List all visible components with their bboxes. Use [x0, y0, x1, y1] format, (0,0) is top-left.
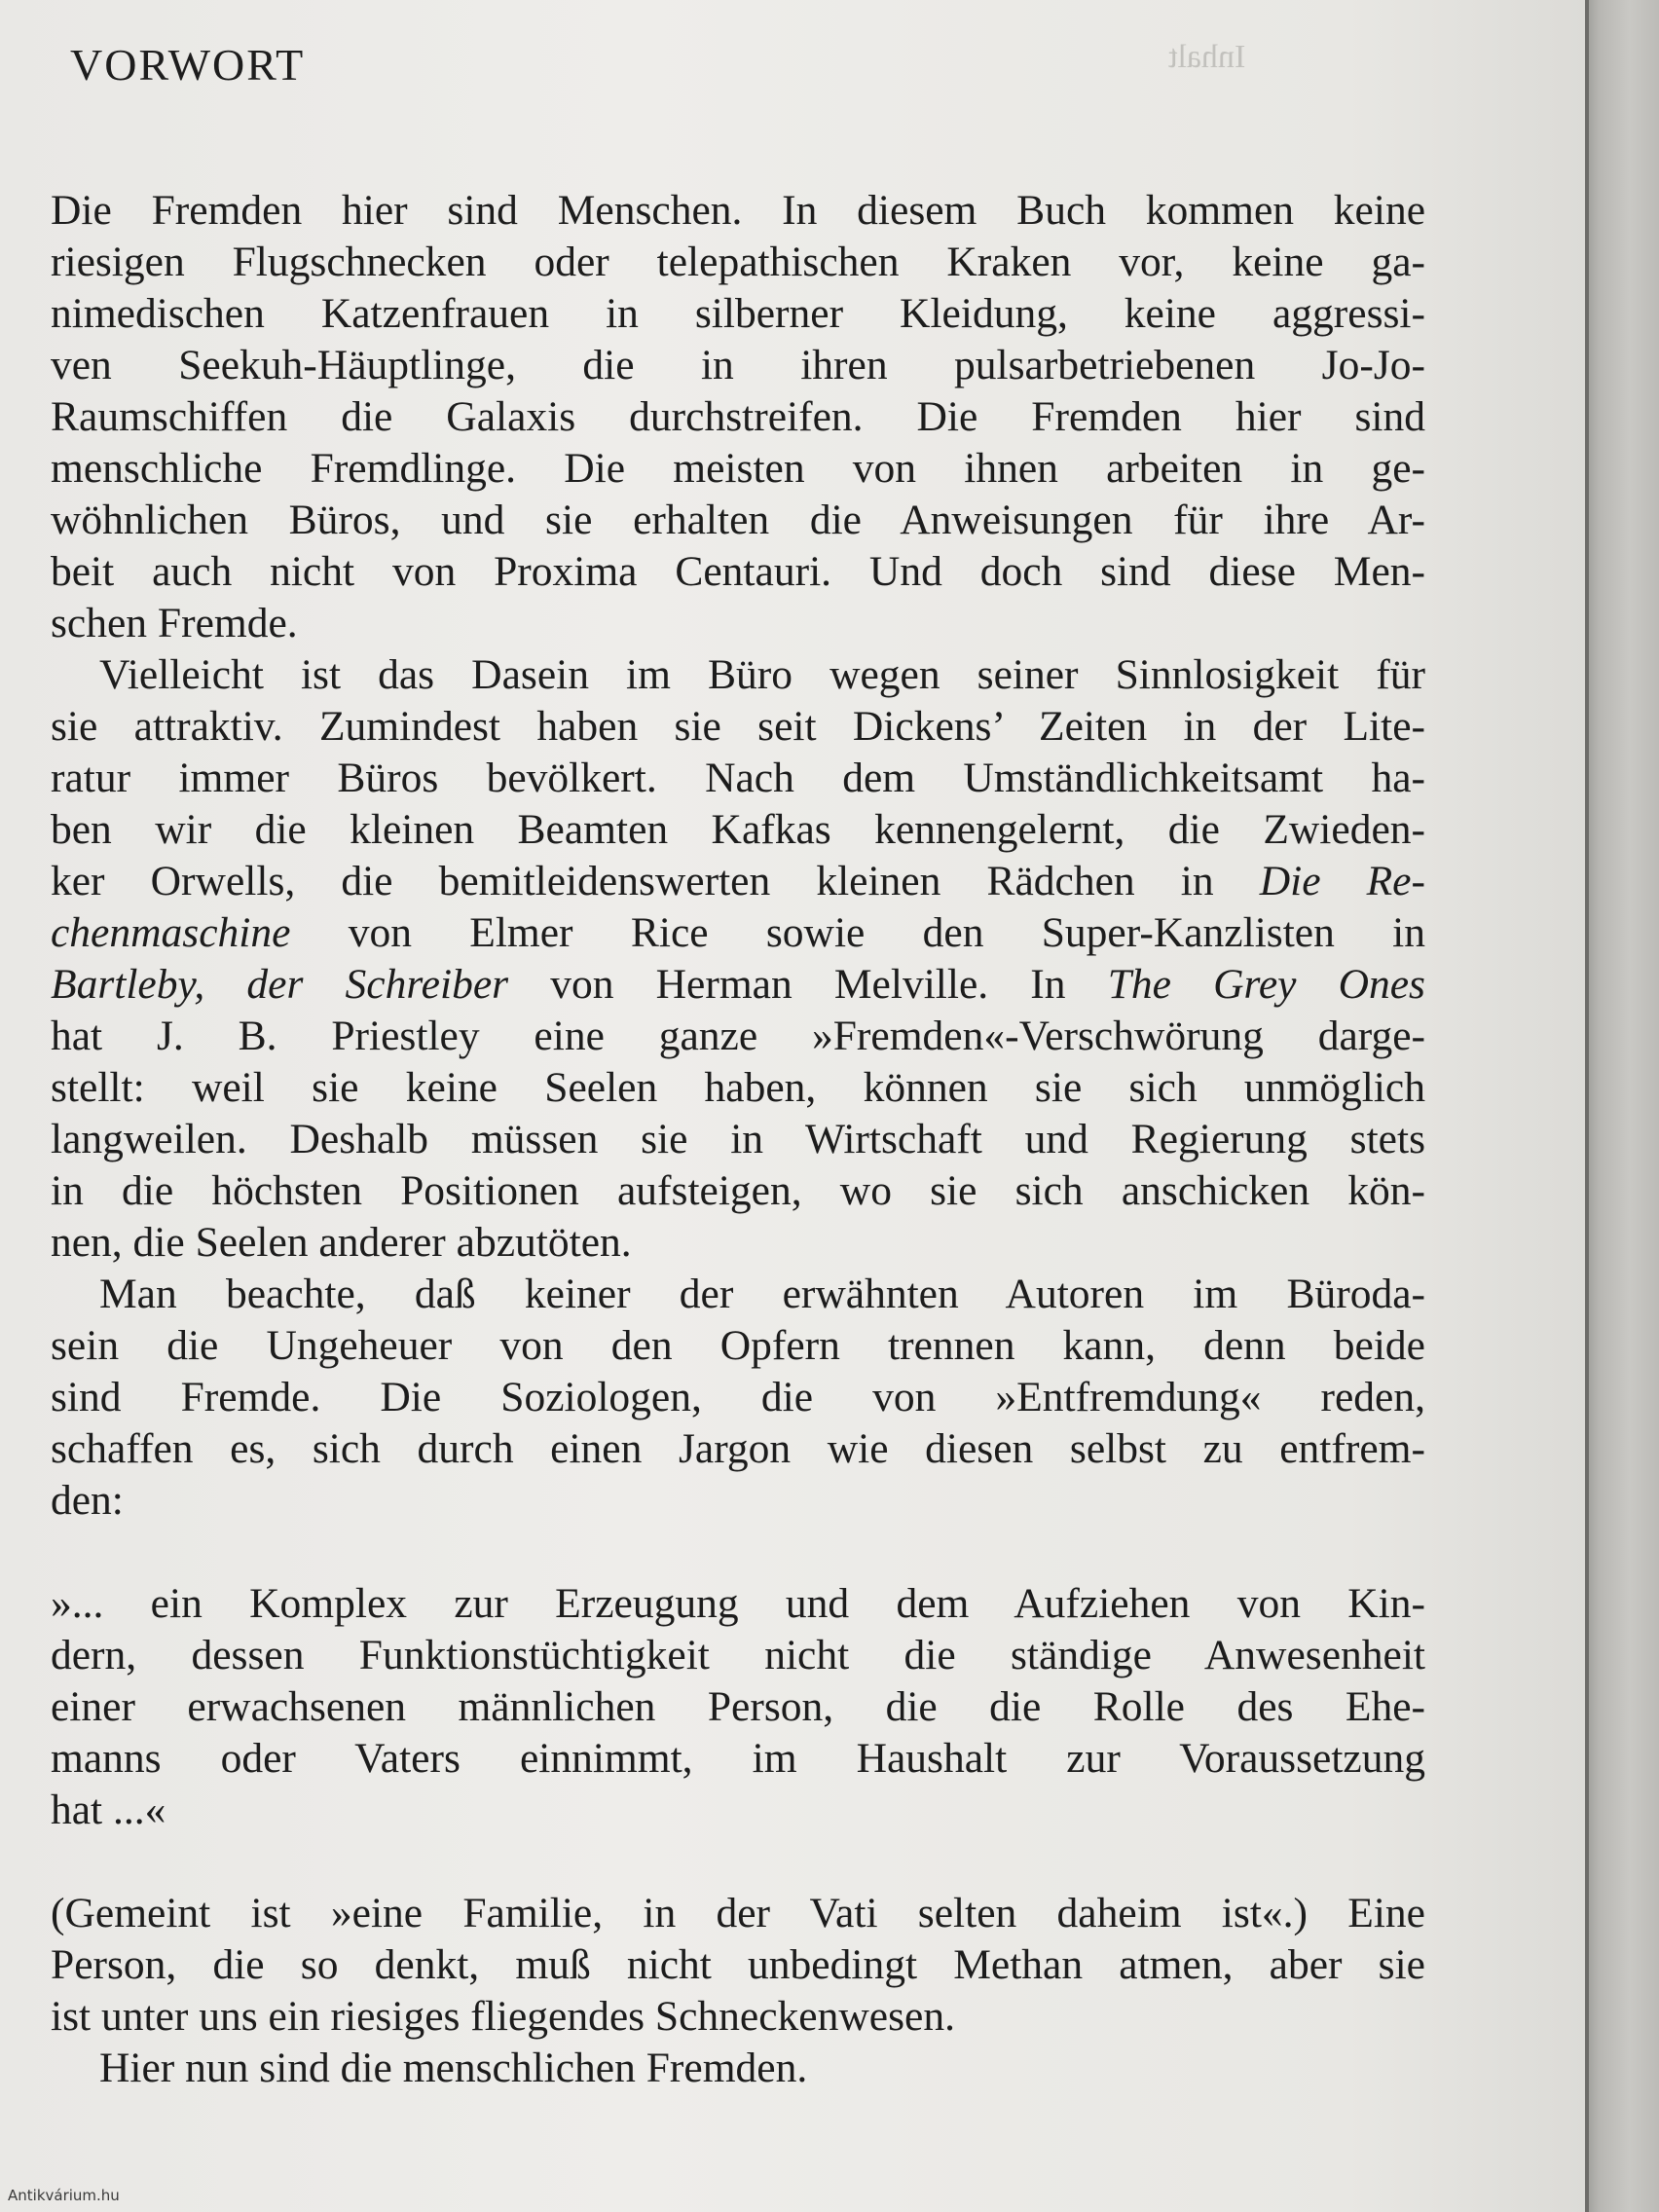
watermark: Antikvárium.hu	[8, 2187, 120, 2204]
page-gutter-line	[1585, 0, 1589, 2212]
text-line-content: ker Orwells, die bemitleidenswerten kleinen Rädchen in Die Re-	[51, 858, 1425, 904]
text-line-content: »... ein Komplex zur Erzeugung und dem Aufziehen von Kin-	[51, 1580, 1425, 1627]
text-line	[51, 1217, 1425, 1269]
text-line	[51, 1475, 1425, 1527]
text-line-content: nen, die Seelen anderer abzutöten.	[51, 1219, 632, 1266]
text-line	[51, 1939, 1425, 1991]
text-line	[51, 1372, 1425, 1423]
text-line	[51, 185, 1425, 237]
bleed-through-header: Inhalt	[1168, 39, 1246, 75]
text-line	[51, 495, 1425, 546]
text-line-content: chenmaschine von Elmer Rice sowie den Super-Kanzlisten in	[51, 909, 1425, 956]
text-line	[51, 288, 1425, 340]
text-line	[51, 1062, 1425, 1114]
text-line-content: schen Fremde.	[51, 600, 298, 646]
text-line-content: hat ...«	[51, 1787, 166, 1833]
text-line-content: dern, dessen Funktionstüchtigkeit nicht die ständige Anwesenheit	[51, 1632, 1425, 1678]
text-line	[51, 1320, 1425, 1372]
text-line	[51, 1578, 1425, 1630]
text-line-content: den:	[51, 1477, 124, 1524]
text-line	[51, 1733, 1425, 1785]
blank-line	[51, 1527, 1425, 1578]
text-line	[51, 1269, 1425, 1320]
blank-line	[51, 1836, 1425, 1888]
text-line-content: wöhnlichen Büros, und sie erhalten die Anweisungen für ihre Ar-	[51, 497, 1425, 543]
text-line-content: Die Fremden hier sind Menschen. In diesem Buch kommen keine	[51, 187, 1425, 234]
text-line-content: langweilen. Deshalb müssen sie in Wirtschaft und Regierung stets	[51, 1116, 1425, 1162]
text-line	[51, 959, 1425, 1011]
text-line	[51, 1423, 1425, 1475]
text-line-content: stellt: weil sie keine Seelen haben, können sie sich unmöglich	[51, 1064, 1425, 1111]
text-line	[51, 1630, 1425, 1681]
text-line-content: sie attraktiv. Zumindest haben sie seit Dickens’ Zeiten in der Lite-	[51, 703, 1425, 750]
text-line-content: hat J. B. Priestley eine ganze »Fremden«-Verschwörung darge-	[51, 1013, 1425, 1059]
text-line-content: ist unter uns ein riesiges fliegendes Schneckenwesen.	[51, 1993, 955, 2040]
text-line	[51, 546, 1425, 598]
text-line	[51, 1785, 1425, 1836]
text-line-content: Hier nun sind die menschlichen Fremden.	[99, 2045, 808, 2091]
text-line-content: Raumschiffen die Galaxis durchstreifen. Die Fremden hier sind	[51, 393, 1425, 440]
text-line-content: Vielleicht ist das Dasein im Büro wegen seiner Sinnlosigkeit für	[99, 651, 1425, 698]
body-text	[51, 185, 1425, 2094]
page-edge	[1585, 0, 1659, 2212]
text-line-content: ben wir die kleinen Beamten Kafkas kennengelernt, die Zwieden-	[51, 806, 1425, 853]
text-line-content: sind Fremde. Die Soziologen, die von »Entfremdung« reden,	[51, 1374, 1425, 1420]
text-line-content: ven Seekuh-Häuptlinge, die in ihren pulsarbetriebenen Jo-Jo-	[51, 342, 1425, 388]
text-line-content: Person, die so denkt, muß nicht unbedingt Methan atmen, aber sie	[51, 1941, 1425, 1988]
text-line	[51, 701, 1425, 753]
text-line	[51, 443, 1425, 495]
text-line-content: nimedischen Katzenfrauen in silberner Kleidung, keine aggressi-	[51, 290, 1425, 337]
text-line-content: ratur immer Büros bevölkert. Nach dem Umständlichkeitsamt ha-	[51, 755, 1425, 801]
text-line-content: Man beachte, daß keiner der erwähnten Autoren im Büroda-	[99, 1271, 1425, 1317]
text-line	[51, 391, 1425, 443]
text-line-content: sein die Ungeheuer von den Opfern trennen kann, denn beide	[51, 1322, 1425, 1369]
text-line	[51, 1011, 1425, 1062]
text-line-content: (Gemeint ist »eine Familie, in der Vati selten daheim ist«.) Eine	[51, 1890, 1425, 1936]
text-line-content: schaffen es, sich durch einen Jargon wie diesen selbst zu entfrem-	[51, 1425, 1425, 1472]
text-line-content: in die höchsten Positionen aufsteigen, wo sie sich anschicken kön-	[51, 1167, 1425, 1214]
text-line-content: Bartleby, der Schreiber von Herman Melville. In The Grey Ones	[51, 961, 1425, 1008]
text-line	[51, 907, 1425, 959]
text-line-content: menschliche Fremdlinge. Die meisten von ihnen arbeiten in ge-	[51, 445, 1425, 492]
text-line-content: einer erwachsenen männlichen Person, die die Rolle des Ehe-	[51, 1683, 1425, 1730]
text-line	[51, 753, 1425, 804]
text-line	[51, 2043, 1425, 2094]
text-line	[51, 1165, 1425, 1217]
chapter-heading: VORWORT	[70, 40, 306, 90]
text-line	[51, 804, 1425, 856]
text-line	[51, 340, 1425, 391]
text-line	[51, 1114, 1425, 1165]
text-line-content: beit auch nicht von Proxima Centauri. Und doch sind diese Men-	[51, 548, 1425, 595]
text-line	[51, 598, 1425, 649]
text-line	[51, 1991, 1425, 2043]
text-line	[51, 237, 1425, 288]
text-line	[51, 649, 1425, 701]
text-line	[51, 856, 1425, 907]
text-line-content: manns oder Vaters einnimmt, im Haushalt zur Voraussetzung	[51, 1735, 1425, 1782]
text-line	[51, 1681, 1425, 1733]
text-line-content: riesigen Flugschnecken oder telepathischen Kraken vor, keine ga-	[51, 239, 1425, 285]
text-line	[51, 1888, 1425, 1939]
